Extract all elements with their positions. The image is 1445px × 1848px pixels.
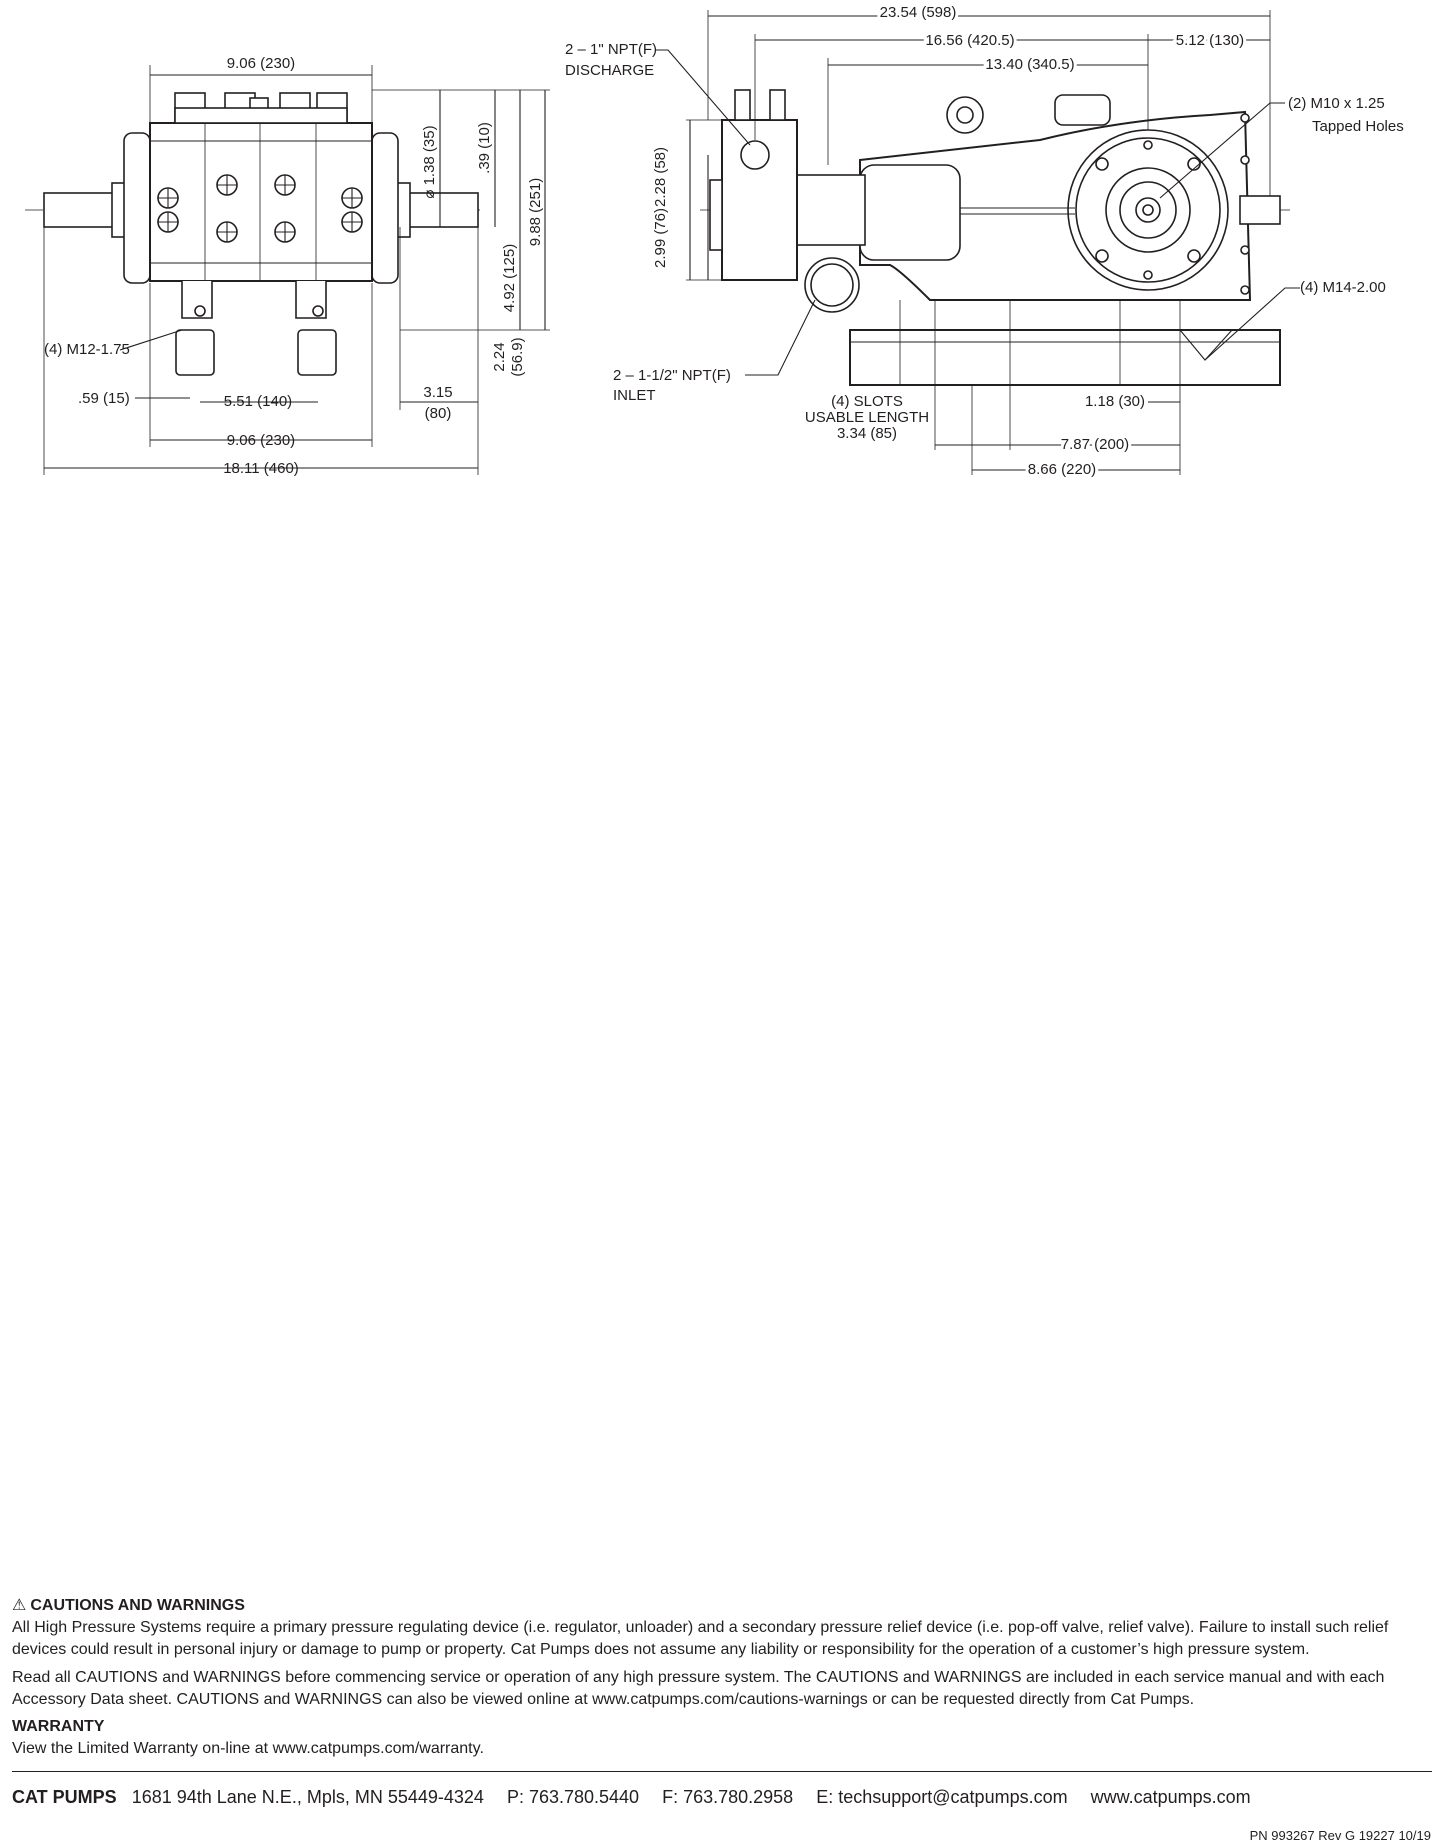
dim-foot-width: 7.87 (200) — [1060, 436, 1130, 453]
front-mount-thread-label: (4) M12-1.75 — [44, 341, 130, 358]
dim-base-depth: 8.66 (220) — [1027, 461, 1097, 478]
inlet-label-line2: INLET — [613, 387, 656, 404]
side-view — [565, 4, 1404, 478]
dim-manifold-height: 2.99 (76) — [652, 207, 669, 269]
dim-shaft-length-mm: (80) — [424, 405, 452, 422]
side-mount-thread-label: (4) M14-2.00 — [1300, 279, 1386, 296]
tapped-holes-label-line1: (2) M10 x 1.25 — [1288, 95, 1385, 112]
contact-address: 1681 94th Lane N.E., Mpls, MN 55449-4324 — [131, 1787, 484, 1807]
dim-top-width: 9.06 (230) — [226, 55, 296, 72]
dim-base-width: 9.06 (230) — [226, 432, 296, 449]
inlet-label-line1: 2 – 1-1/2" NPT(F) — [613, 367, 731, 384]
warranty-title: WARRANTY — [12, 1718, 105, 1735]
tapped-holes-label-line2: Tapped Holes — [1312, 118, 1404, 135]
front-view — [25, 55, 550, 477]
discharge-label-line1: 2 – 1" NPT(F) — [565, 41, 658, 58]
slots-label-line3: 3.34 (85) — [836, 425, 898, 442]
slots-label-line1: (4) SLOTS — [831, 393, 903, 410]
warning-triangle-icon: ⚠ — [12, 1597, 27, 1614]
brand-name: CAT PUMPS — [12, 1787, 117, 1807]
technical-drawing — [0, 0, 1445, 480]
contact-web[interactable]: www.catpumps.com — [1090, 1787, 1251, 1807]
dim-shaft-height: 4.92 (125) — [501, 243, 518, 313]
warranty-text: View the Limited Warranty on-line at www.catpumps.com/warranty. — [12, 1740, 484, 1757]
cautions-title: ⚠ CAUTIONS AND WARNINGS — [12, 1597, 245, 1614]
dim-overall-width: 18.11 (460) — [223, 460, 299, 477]
dim-length-c: 5.12 (130) — [1175, 32, 1245, 49]
cautions-paragraph-2: Read all CAUTIONS and WARNINGS before commencing service or operation of any high pressure system. The CAUTIONS and WARNINGS are included in each service manual and with each Accessory Data sheet. CAUTIONS and WARNINGS can also be viewed online at www.catpumps.com/cautions-warnings or can be requested directly from Cat Pumps. — [12, 1669, 1385, 1708]
dim-shaft-offset: .39 (10) — [476, 122, 493, 174]
dim-foot-spacing: 5.51 (140) — [223, 393, 293, 410]
dim-length-b: 13.40 (340.5) — [985, 56, 1075, 73]
contact-line — [12, 1787, 1432, 1808]
right-shaft — [400, 193, 478, 227]
slots-label-line2: USABLE LENGTH — [804, 409, 930, 426]
dim-length-a: 16.56 (420.5) — [925, 32, 1015, 49]
contact-phone: P: 763.780.5440 — [506, 1787, 640, 1807]
contact-email[interactable]: E: techsupport@catpumps.com — [816, 1787, 1068, 1807]
dim-discharge-height: 2.28 (58) — [652, 146, 669, 208]
dim-foot-height: 2.24 — [491, 342, 508, 372]
dim-slot-offset: 1.18 (30) — [1084, 393, 1146, 410]
dim-shaft-dia: ⌀ 1.38 (35) — [421, 125, 438, 199]
dim-overall-length: 23.54 (598) — [879, 4, 957, 21]
cautions-paragraph-1: All High Pressure Systems require a primary pressure regulating device (i.e. regulator, unloader) and a secondary pressure relief device (i.e. pop-off valve, relief valve). Failure to install such relief devices could result in personal injury or damage to pump or property. Cat Pumps does not assume any liability or responsibility for the operation of a customer’s high pressure system. — [12, 1619, 1389, 1658]
dim-foot-height-mm: (56.9) — [509, 337, 526, 377]
contact-fax: F: 763.780.2958 — [662, 1787, 794, 1807]
discharge-port — [741, 141, 769, 169]
dim-overall-height: 9.88 (251) — [527, 177, 544, 247]
dim-shaft-length: 3.15 — [423, 384, 453, 401]
dim-foot-offset: .59 (15) — [78, 390, 130, 407]
left-shaft — [44, 193, 122, 227]
discharge-label-line2: DISCHARGE — [565, 62, 655, 79]
front-body — [150, 123, 372, 281]
base-frame — [850, 330, 1280, 385]
footer-divider — [12, 1771, 1432, 1772]
part-number: PN 993267 Rev G 19227 10/19 — [1249, 1828, 1431, 1843]
